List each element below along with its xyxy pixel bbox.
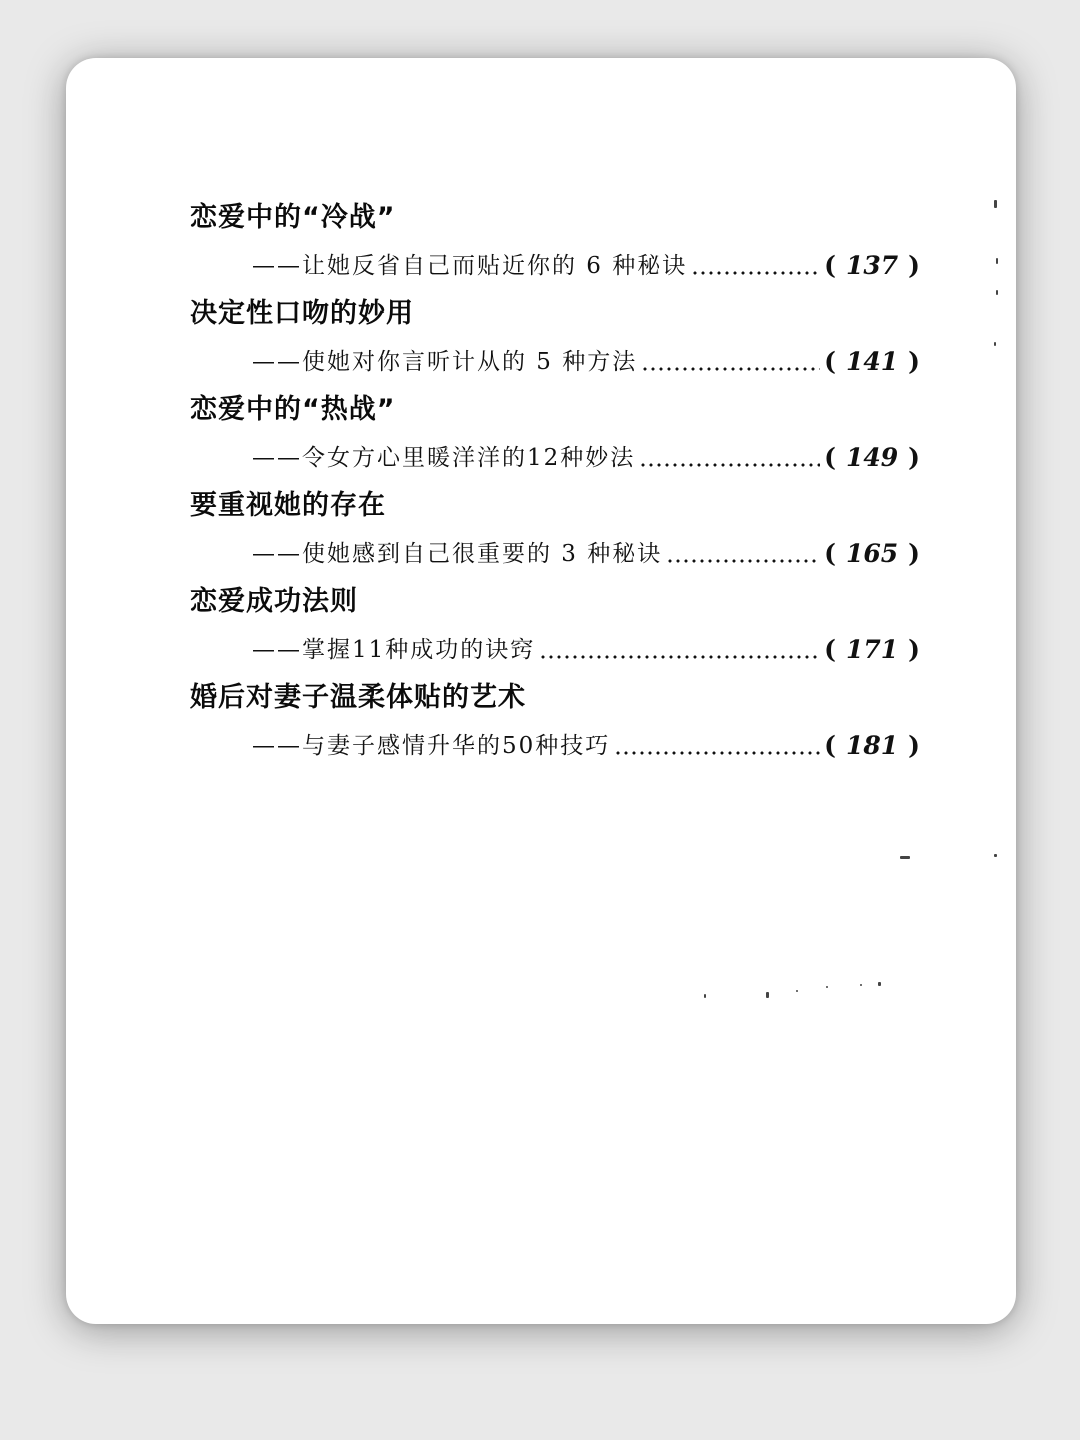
scan-speck: [860, 984, 862, 986]
scan-speck: [994, 854, 997, 857]
toc-entry-subtitle-line: [190, 722, 920, 770]
page-reference: ( 181 ): [824, 731, 920, 760]
toc-entry-title: 婚后对妻子温柔体贴的艺术: [190, 682, 526, 713]
toc-entry-subtitle: ——让她反省自己而贴近你的 6 种秘诀: [252, 253, 688, 279]
toc-entry-title: 恋爱中的“热战”: [190, 394, 396, 425]
page-number: 149: [845, 443, 899, 472]
page-number: 171: [845, 635, 899, 664]
document-page: [66, 58, 1016, 1324]
scan-speck: [996, 290, 998, 295]
scan-speck: [996, 258, 998, 264]
scan-speck: [826, 986, 828, 988]
scan-speck: [900, 856, 910, 859]
toc-entry-title: 要重视她的存在: [190, 490, 386, 521]
dot-leader: [691, 271, 820, 275]
toc-entry: [190, 578, 920, 674]
toc-entry-subtitle-line: [190, 242, 920, 290]
scan-speck: [704, 994, 706, 998]
toc-entry-subtitle-line: [190, 338, 920, 386]
page-reference: ( 149 ): [824, 443, 920, 472]
page-number: 165: [845, 539, 899, 568]
toc-entry-subtitle: ——与妻子感情升华的50种技巧: [252, 733, 611, 759]
toc-entry-subtitle-line: [190, 434, 920, 482]
scan-speck: [994, 200, 997, 208]
page-number: 181: [845, 731, 899, 760]
toc-entry-subtitle: ——使她对你言听计从的 5 种方法: [252, 349, 638, 375]
toc-entry-title: 恋爱成功法则: [190, 586, 358, 617]
toc-entry-subtitle-line: [190, 626, 920, 674]
toc-entry-title: 恋爱中的“冷战”: [190, 202, 396, 233]
toc-entry: [190, 482, 920, 578]
dot-leader: [614, 751, 820, 755]
toc-entry: [190, 194, 920, 290]
toc-entry-subtitle: ——使她感到自己很重要的 3 种秘诀: [252, 541, 663, 567]
page-reference: ( 141 ): [824, 347, 920, 376]
page-number: 137: [845, 251, 899, 280]
table-of-contents: [190, 194, 920, 770]
toc-entry-title: 决定性口吻的妙用: [190, 298, 414, 329]
page-reference: ( 171 ): [824, 635, 920, 664]
toc-entry-subtitle: ——令女方心里暖洋洋的12种妙法: [252, 445, 636, 471]
toc-entry-subtitle-line: [190, 530, 920, 578]
page-reference: ( 165 ): [824, 539, 920, 568]
dot-leader: [539, 655, 820, 659]
page-number: 141: [845, 347, 899, 376]
dot-leader: [641, 367, 820, 371]
page-reference: ( 137 ): [824, 251, 920, 280]
scan-speck: [878, 982, 881, 986]
dot-leader: [639, 463, 820, 467]
dot-leader: [666, 559, 820, 563]
toc-entry: [190, 674, 920, 770]
toc-entry: [190, 386, 920, 482]
toc-entry: [190, 290, 920, 386]
scan-speck: [766, 992, 769, 998]
scan-speck: [796, 990, 798, 992]
toc-entry-subtitle: ——掌握11种成功的诀窍: [252, 637, 536, 663]
scan-speck: [994, 342, 996, 346]
